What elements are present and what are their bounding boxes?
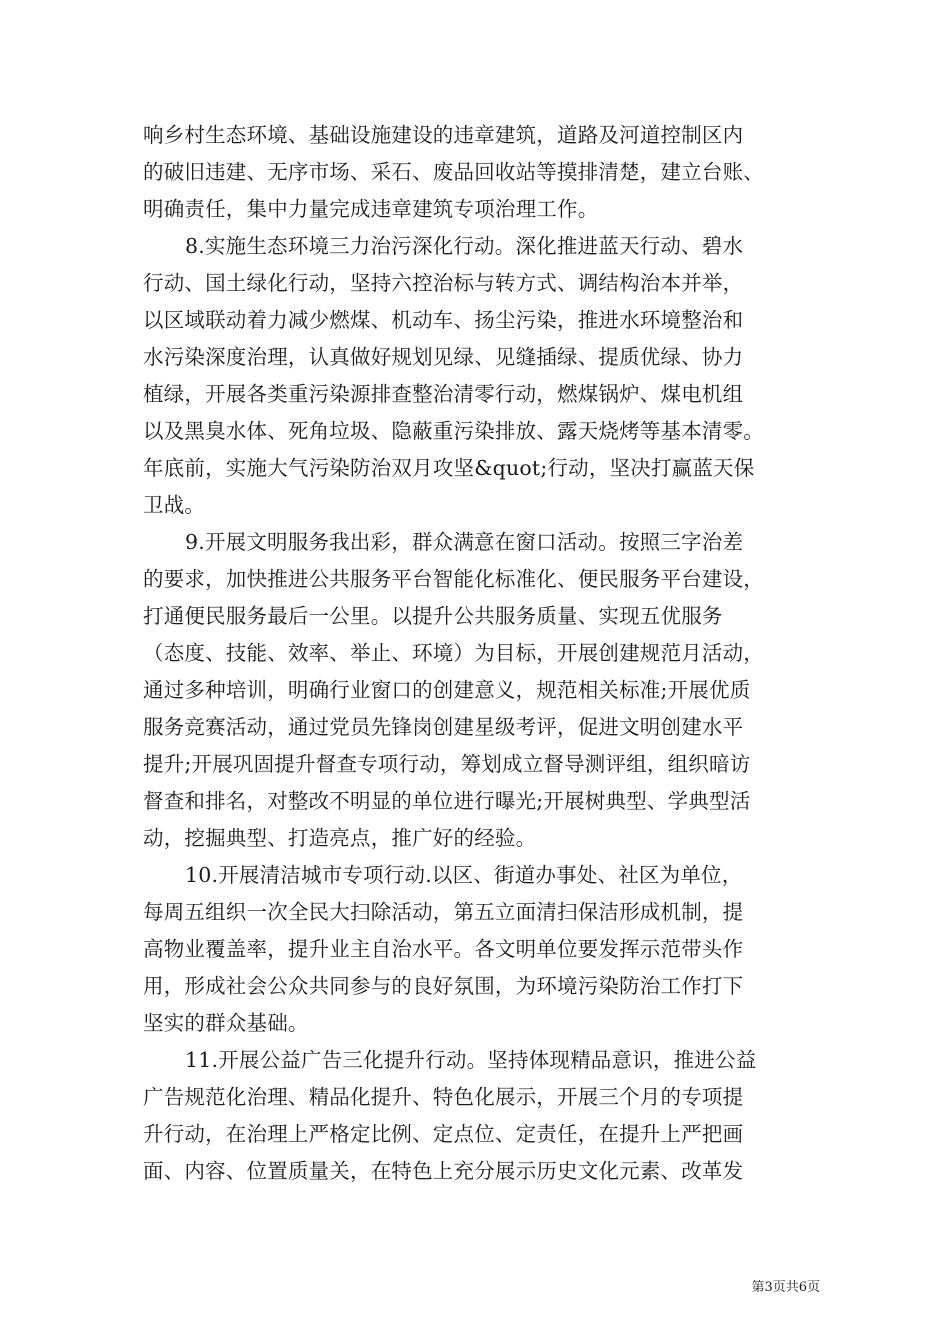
- text-line: 以及黑臭水体、死角垃圾、隐蔽重污染排放、露天烧烤等基本清零。: [143, 419, 764, 443]
- page-number: 第3页共6页: [751, 1280, 820, 1295]
- text-line: 用，形成社会公众共同参与的良好氛围，为环境污染防治工作打下: [143, 974, 744, 998]
- document-body: [143, 117, 823, 1190]
- text-line: 动，挖掘典型、打造亮点，推广好的经验。: [143, 826, 537, 850]
- text-line: 面、内容、位置质量关，在特色上充分展示历史文化元素、改革发: [143, 1159, 744, 1183]
- text-line: 通过多种培训，明确行业窗口的创建意义，规范相关标准;开展优质: [143, 678, 751, 702]
- paragraph-first-line: 8.实施生态环境三力治污深化行动。深化推进蓝天行动、碧水: [185, 234, 744, 258]
- text-line: 服务竞赛活动，通过党员先锋岗创建星级考评，促进文明创建水平: [143, 715, 744, 739]
- text-line: 明确责任，集中力量完成违章建筑专项治理工作。: [143, 197, 599, 221]
- paragraph-first-line: 10.开展清洁城市专项行动.以区、街道办事处、社区为单位，: [185, 863, 743, 887]
- text-line: 坚实的群众基础。: [143, 1011, 309, 1035]
- text-line: 每周五组织一次全民大扫除活动，第五立面清扫保洁形成机制，提: [143, 900, 744, 924]
- text-line: 以区域联动着力减少燃煤、机动车、扬尘污染，推进水环境整治和: [143, 308, 744, 332]
- text-line: 的破旧违建、无序市场、采石、废品回收站等摸排清楚，建立台账、: [143, 160, 764, 184]
- text-line: 水污染深度治理，认真做好规划见绿、见缝插绿、提质优绿、协力: [143, 345, 744, 369]
- text-line: 卫战。: [143, 493, 206, 517]
- text-line: （态度、技能、效率、举止、环境）为目标，开展创建规范月活动，: [143, 641, 764, 665]
- text-line: 督查和排名，对整改不明显的单位进行曝光;开展树典型、学典型活: [143, 789, 751, 813]
- text-line: 植绿，开展各类重污染源排查整治清零行动，燃煤锅炉、煤电机组: [143, 382, 744, 406]
- text-line: 高物业覆盖率，提升业主自治水平。各文明单位要发挥示范带头作: [143, 937, 744, 961]
- text-line: 年底前，实施大气污染防治双月攻坚&quot;行动，坚决打赢蓝天保: [143, 456, 755, 480]
- text-line: 广告规范化治理、精品化提升、特色化展示，开展三个月的专项提: [143, 1085, 744, 1109]
- text-line: 响乡村生态环境、基础设施建设的违章建筑，道路及河道控制区内: [143, 123, 744, 147]
- text-line: 的要求，加快推进公共服务平台智能化标准化、便民服务平台建设，: [143, 567, 764, 591]
- text-line: 打通便民服务最后一公里。以提升公共服务质量、实现五优服务: [143, 604, 723, 628]
- text-line: 升行动，在治理上严格定比例、定点位、定责任，在提升上严把画: [143, 1122, 744, 1146]
- text-line: 行动、国土绿化行动，坚持六控治标与转方式、调结构治本并举，: [143, 271, 744, 295]
- paragraph-first-line: 11.开展公益广告三化提升行动。坚持体现精品意识，推进公益: [185, 1048, 757, 1072]
- paragraph-first-line: 9.开展文明服务我出彩，群众满意在窗口活动。按照三字治差: [185, 530, 744, 554]
- text-line: 提升;开展巩固提升督查专项行动，筹划成立督导测评组，组织暗访: [143, 752, 751, 776]
